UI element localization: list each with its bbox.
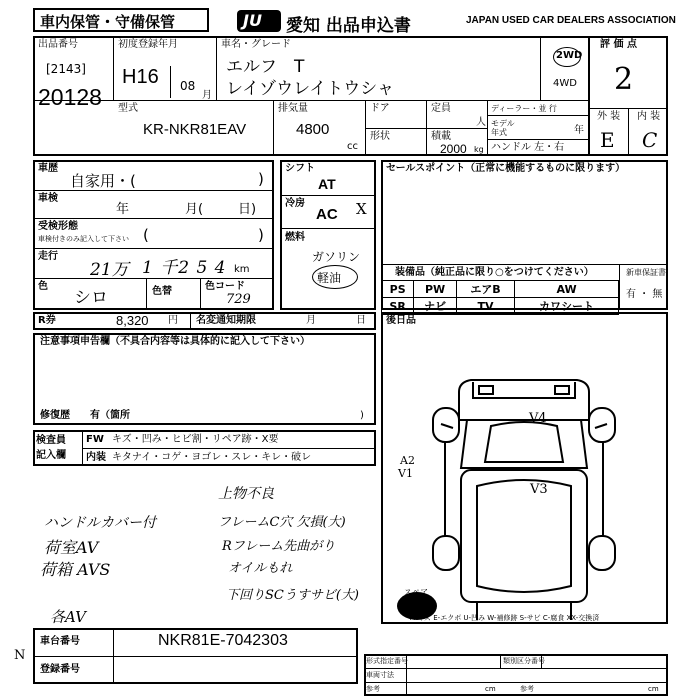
remark-9: 各AV: [50, 608, 86, 626]
displacement-unit: cc: [347, 141, 358, 152]
color-value: シロ: [74, 288, 108, 308]
color-change-label: 色替: [152, 286, 172, 297]
first-reg-era-year: H16: [122, 66, 159, 88]
load-label: 積載: [431, 131, 451, 142]
diagram-mark-center: V3: [530, 482, 548, 497]
fuel-label: 燃料: [285, 232, 305, 243]
mileage-man: 21万: [90, 260, 129, 280]
receipt-open: (: [143, 226, 149, 244]
drive-4wd: 4WD: [553, 78, 577, 89]
equip-pw: PW: [414, 281, 457, 298]
class-number-label: 類別区分番号: [503, 657, 545, 665]
remark-5: Rフレーム先曲がり: [222, 539, 336, 554]
equipment-table: [381, 280, 619, 315]
capacity-unit: 人: [476, 117, 486, 128]
rating-label: 評 価 点: [600, 39, 637, 50]
diagram-mark-v1: V1: [398, 467, 413, 480]
chassis-value: NKR81E-7042303: [158, 632, 288, 649]
equip-leather: カワシート: [515, 298, 619, 315]
remark-8: 下回りSCうすサビ(大): [226, 588, 359, 603]
checker-int-label: 内装: [86, 452, 106, 463]
first-reg-label: 初度登録年月: [118, 39, 178, 50]
mileage-sen: 1 千2 5 4: [142, 258, 227, 278]
notice-day: 日: [356, 315, 366, 326]
notice-month: 月: [306, 315, 316, 326]
lot-number: 20128: [38, 84, 102, 110]
diagram-mark-a2: A2: [400, 454, 415, 467]
checker-fw-label: FW: [86, 434, 104, 445]
warranty-value: 有 ・ 無: [626, 289, 663, 300]
repair-label: 修復歴 有（箇所: [40, 410, 130, 421]
drive-2wd: 2WD: [556, 50, 583, 61]
remark-2: ハンドルカバー付: [44, 515, 156, 531]
ref-label-2: 参考: [520, 685, 534, 693]
equipment-label: 装備品（純正品に限り○をつけてください）: [395, 267, 594, 278]
car-body-diagram: [381, 330, 668, 620]
org-subtitle: JAPAN USED CAR DEALERS ASSOCIATION: [466, 15, 676, 26]
dealer-label: ディーラー・並 行: [491, 104, 557, 113]
ju-logo: [237, 10, 281, 32]
rating-score: 2: [614, 62, 634, 97]
displacement-label: 排気量: [278, 103, 308, 114]
history-label: 車歴: [38, 163, 58, 174]
load-unit: kg: [474, 145, 484, 154]
checker-label-2: 記入欄: [36, 450, 66, 461]
org-title: 愛知 出品申込書: [286, 16, 411, 36]
remark-4: 荷室AV: [44, 538, 99, 557]
remark-1: 上物不良: [218, 486, 274, 502]
fuel-gasoline: ガソリン: [312, 250, 361, 264]
remark-3: フレームC穴 欠損(大): [218, 515, 346, 530]
year-unit: 年: [574, 125, 584, 136]
equip-tv: TV: [456, 298, 514, 315]
rating-int-score: C: [642, 128, 658, 152]
receipt-note: 車検付きのみ記入して下さい: [38, 235, 129, 243]
backseat-label: 後日品: [386, 315, 416, 326]
ju-logo-text: JU: [243, 11, 262, 30]
warranty-label: 新車保証書: [626, 268, 666, 277]
tax-value: 8,320: [116, 313, 149, 328]
tax-label: R券: [38, 315, 56, 326]
model-year-label: モデル 年式: [491, 119, 515, 137]
first-reg-month-unit: 月: [202, 90, 212, 101]
receipt-close: ): [258, 226, 264, 244]
equip-sr: SR: [382, 298, 414, 315]
notes-label: 注意事項申告欄（不具合内容等は具体的に記入して下さい）: [40, 336, 310, 347]
inspection-year: 年: [116, 202, 130, 217]
repair-close: ): [360, 410, 364, 421]
lot-sub-number: [2143]: [46, 62, 86, 76]
diagram-mark-top: V4: [529, 411, 547, 426]
shift-value: AT: [318, 176, 336, 192]
storage-title: 車内保管・守備保管: [40, 13, 176, 31]
model-line2: レイゾウレイトウシャ: [226, 79, 394, 99]
shift-label: シフト: [285, 163, 315, 174]
inspection-label: 車検: [38, 193, 58, 204]
equip-aw: AW: [515, 281, 619, 298]
aircon-label: 冷房: [285, 198, 305, 209]
margin-mark: N: [14, 648, 26, 663]
door-label: ドア: [370, 103, 390, 114]
form-number-label: 形式指定番号: [366, 657, 408, 665]
fuel-diesel: 軽油: [317, 271, 342, 285]
load-value: 2000: [440, 142, 467, 156]
chassis-label: 車台番号: [40, 636, 80, 647]
selling-label: セールスポイント（正常に機能するものに限ります）: [386, 163, 626, 174]
cm-unit-2: cm: [648, 685, 659, 693]
plate-label: 登録番号: [40, 664, 80, 675]
tax-unit: 円: [168, 315, 178, 326]
equip-airbag: エアB: [456, 281, 514, 298]
mileage-unit: km: [234, 264, 250, 275]
model-label: 車名・グレード: [221, 39, 291, 50]
receipt-label: 受検形態: [38, 221, 78, 232]
damage-legend: A-キズ E-エクボ U-凹み W-補修跡 S-サビ C-腐食 XX-交換済: [410, 614, 600, 622]
type-value: KR-NKR81EAV: [143, 121, 247, 138]
shape-label: 形状: [370, 131, 390, 142]
equip-navi: ナビ: [414, 298, 457, 315]
ref-label-1: 参考: [366, 685, 380, 693]
aircon-mark: X: [356, 200, 367, 218]
mileage-label: 走行: [38, 251, 58, 262]
capacity-label: 定員: [431, 103, 451, 114]
rating-ext-score: E: [600, 128, 615, 152]
rating-int-label: 内 装: [637, 111, 661, 122]
color-label: 色: [38, 281, 48, 292]
checker-fw-items: キズ・凹み・ヒビ割・リペア跡・X要: [112, 434, 279, 445]
rating-ext-label: 外 装: [597, 111, 621, 122]
handle-label: ハンドル 左・右: [491, 142, 565, 153]
history-close: ): [258, 170, 264, 188]
color-code-value: 729: [226, 292, 251, 307]
displacement-value: 4800: [296, 121, 330, 138]
equip-ps: PS: [382, 281, 414, 298]
checker-int-items: キタナイ・コゲ・ヨゴレ・スレ・キレ・破レ: [112, 452, 312, 463]
history-value: 自家用・(: [70, 172, 136, 190]
lot-label: 出品番号: [38, 39, 78, 50]
aircon-value: AC: [316, 206, 338, 223]
type-label: 型式: [118, 103, 138, 114]
notice-label: 名変通知期限: [196, 315, 256, 326]
model-line1: エルフ T: [226, 57, 305, 77]
inspection-day: 日): [238, 202, 257, 217]
color-code-label: 色コード: [205, 281, 245, 292]
remark-7: オイルもれ: [228, 561, 293, 576]
checker-label-1: 検査員: [36, 435, 66, 446]
inspection-month: 月(: [185, 202, 204, 217]
remark-6: 荷箱 AVS: [40, 560, 111, 579]
spare-label: スペア: [404, 588, 428, 597]
cm-unit-1: cm: [485, 685, 496, 693]
first-reg-month: 08: [180, 79, 196, 93]
size-label: 車両寸法: [366, 671, 394, 679]
